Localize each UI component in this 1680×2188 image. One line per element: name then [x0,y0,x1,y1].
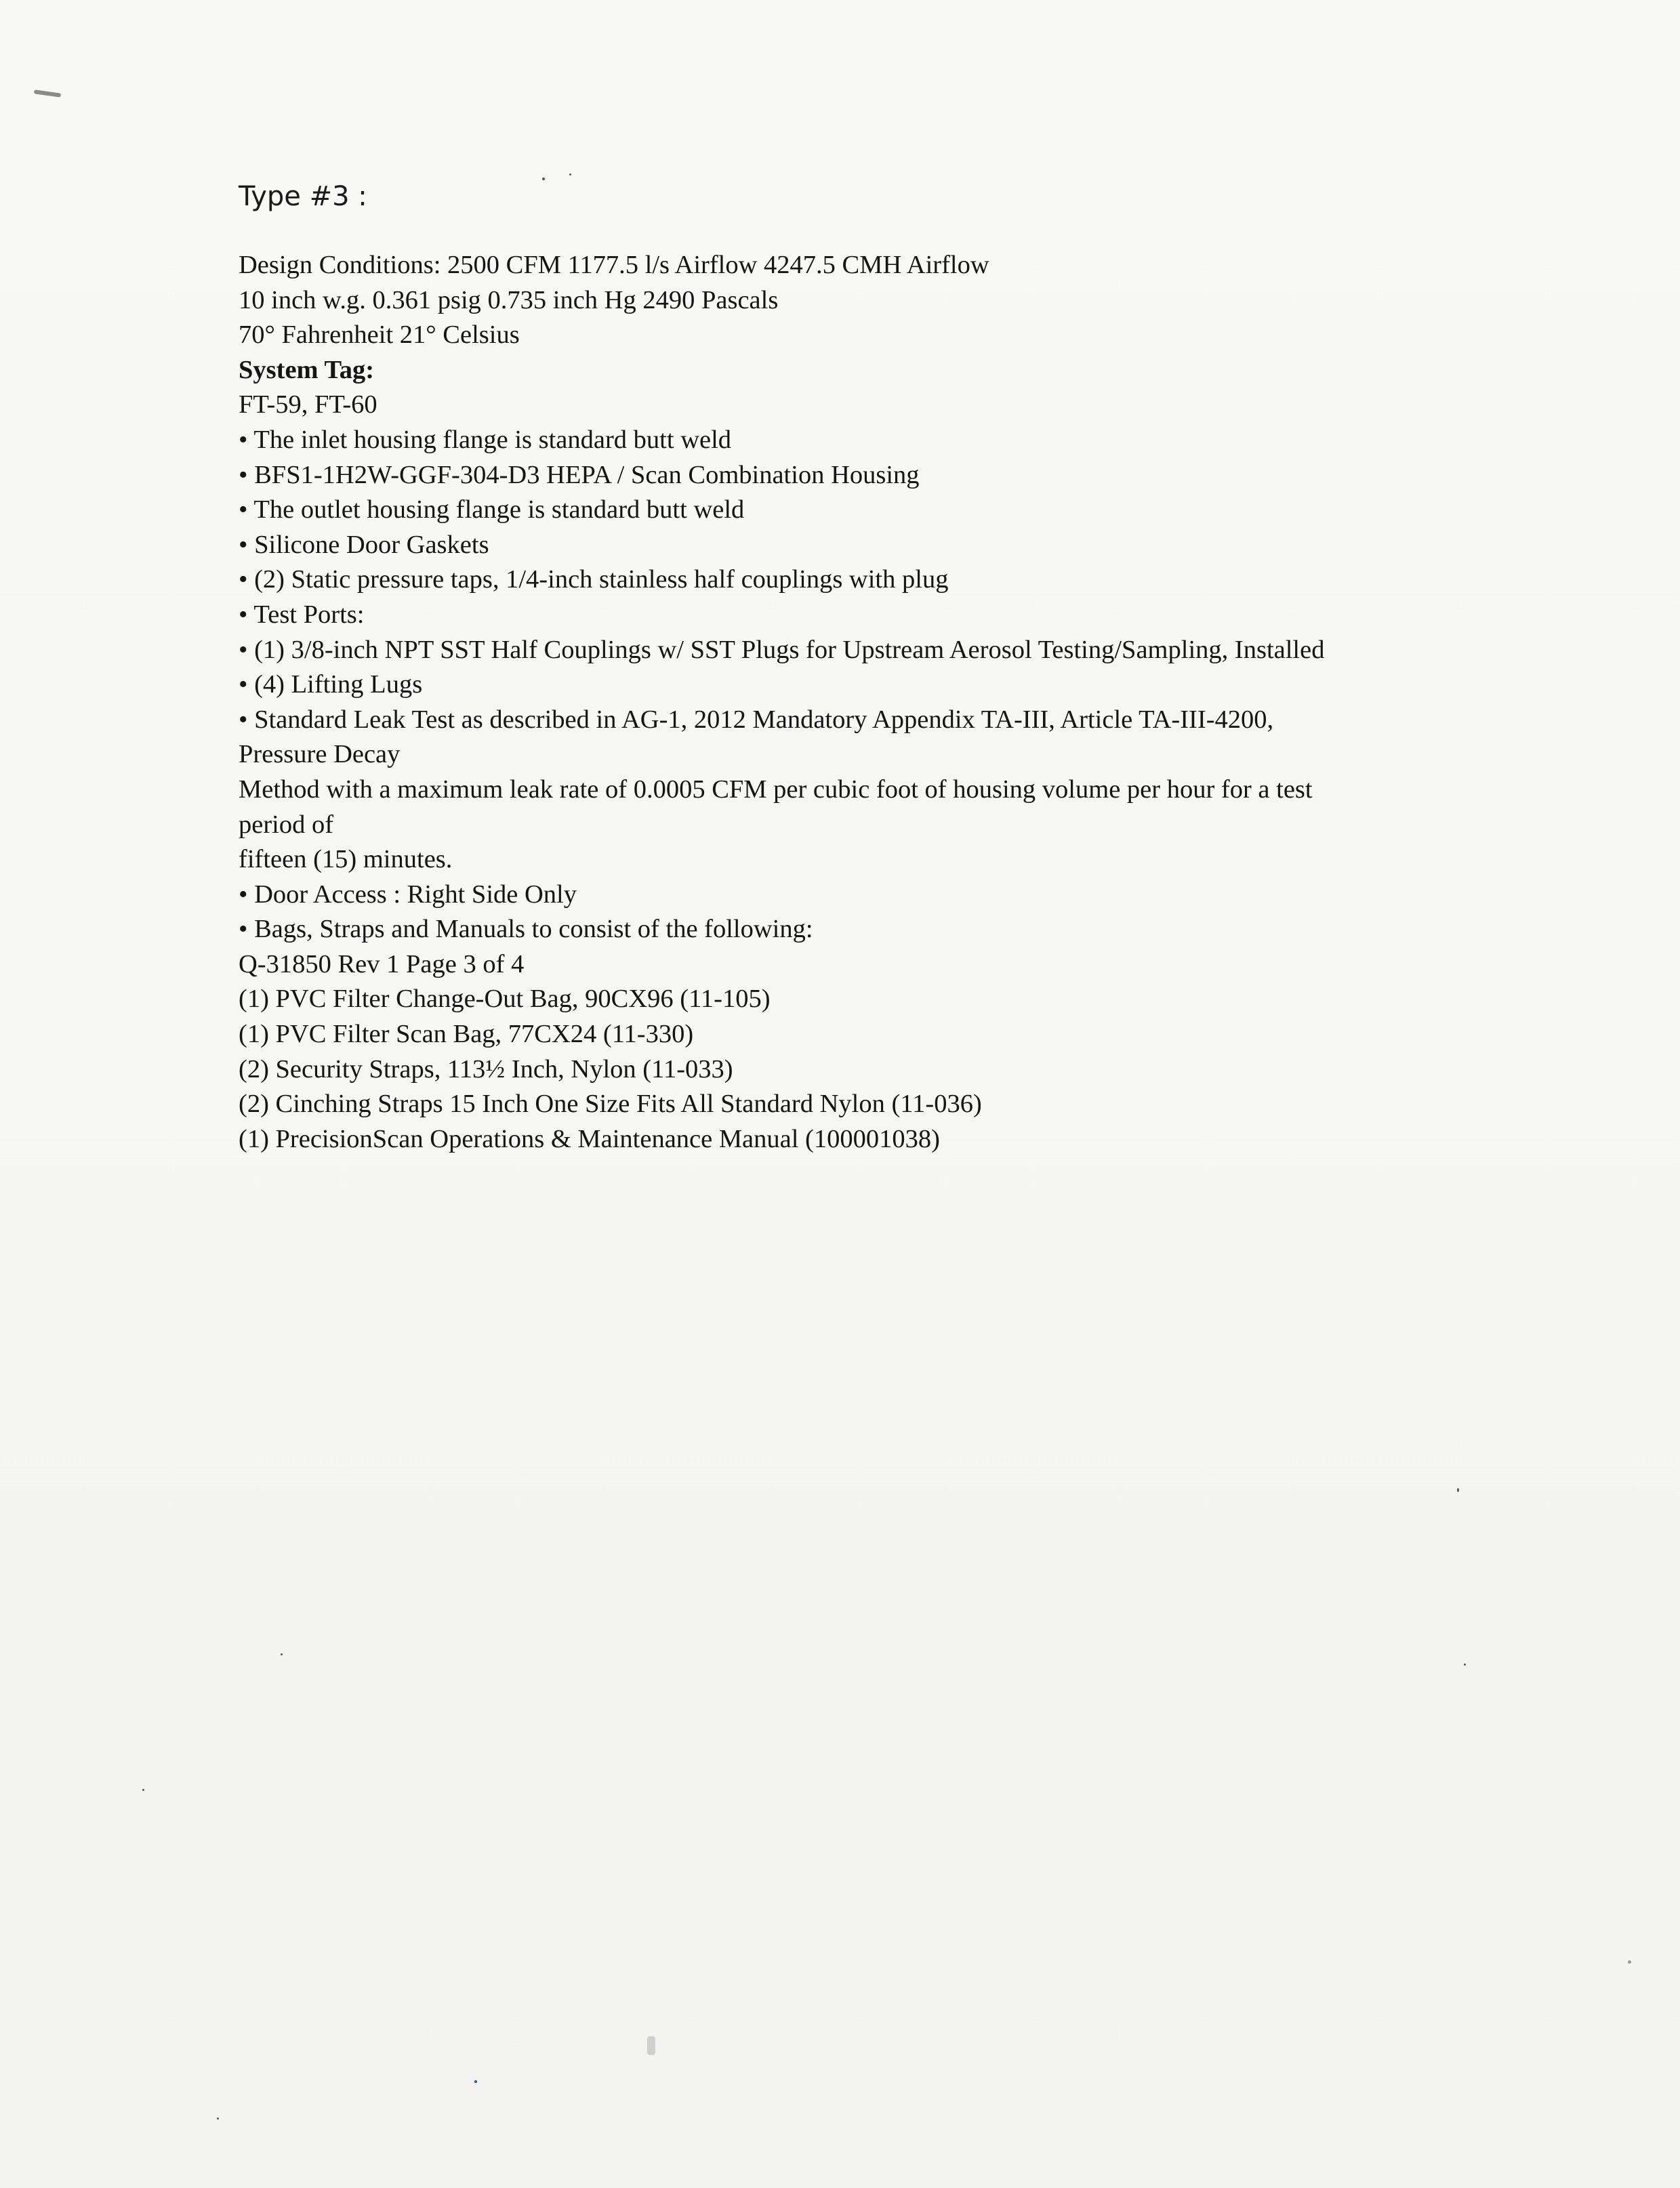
bullet-item: • Door Access : Right Side Only [239,880,577,909]
bullet-item: • (4) Lifting Lugs [239,670,423,699]
system-tag-label: System Tag: [239,355,375,384]
bullet-item: • The outlet housing flange is standard butt weld [239,495,745,524]
pressure-line: 10 inch w.g. 0.361 psig 0.735 inch Hg 2490 Pascals [239,285,779,314]
scan-speck [542,178,545,180]
scan-speck [1628,1960,1631,1964]
scan-speck [647,2036,655,2055]
scan-speck [34,89,61,98]
scan-speck [1457,1488,1459,1492]
system-tag-value: FT-59, FT-60 [239,390,377,419]
page-reference: Q-31850 Rev 1 Page 3 of 4 [239,949,525,978]
list-item: (1) PrecisionScan Operations & Maintenance Manual (100001038) [239,1124,940,1153]
text-line: Pressure Decay [239,740,401,769]
bullet-item: • Standard Leak Test as described in AG-1, 2012 Mandatory Appendix TA-III, Article TA-III-4200, [239,705,1274,734]
bullet-item: • (2) Static pressure taps, 1/4-inch stainless half couplings with plug [239,565,949,594]
list-item: (2) Security Straps, 113½ Inch, Nylon (11-033) [239,1054,733,1083]
text-line: period of [239,810,334,839]
scan-speck [281,1653,283,1655]
bullet-item: • Test Ports: [239,600,365,629]
text-line: Method with a maximum leak rate of 0.0005 CFM per cubic foot of housing volume per hour for a test [239,775,1313,804]
text-line: fifteen (15) minutes. [239,845,453,874]
bullet-item: • The inlet housing flange is standard butt weld [239,425,732,454]
scan-speck [1464,1664,1466,1666]
scan-speck [217,2118,219,2120]
bullet-item: • BFS1-1H2W-GGF-304-D3 HEPA / Scan Combination Housing [239,460,920,489]
temperature-line: 70° Fahrenheit 21° Celsius [239,321,520,350]
list-item: (1) PVC Filter Scan Bag, 77CX24 (11-330) [239,1020,694,1049]
bullet-item: • (1) 3/8-inch NPT SST Half Couplings w/ SST Plugs for Upstream Aerosol Testing/Sampling, Installed [239,635,1325,664]
scan-speck [569,173,571,176]
bullet-item: • Bags, Straps and Manuals to consist of the following: [239,915,813,944]
section-heading: Type #3 : [239,181,367,212]
scan-speck [474,2080,477,2083]
list-item: (2) Cinching Straps 15 Inch One Size Fits All Standard Nylon (11-036) [239,1090,982,1119]
bullet-item: • Silicone Door Gaskets [239,530,489,559]
list-item: (1) PVC Filter Change-Out Bag, 90CX96 (11-105) [239,985,771,1014]
design-conditions-line: Design Conditions: 2500 CFM 1177.5 l/s Airflow 4247.5 CMH Airflow [239,251,989,279]
scan-speck [142,1789,144,1791]
specification-text [239,248,1526,1157]
